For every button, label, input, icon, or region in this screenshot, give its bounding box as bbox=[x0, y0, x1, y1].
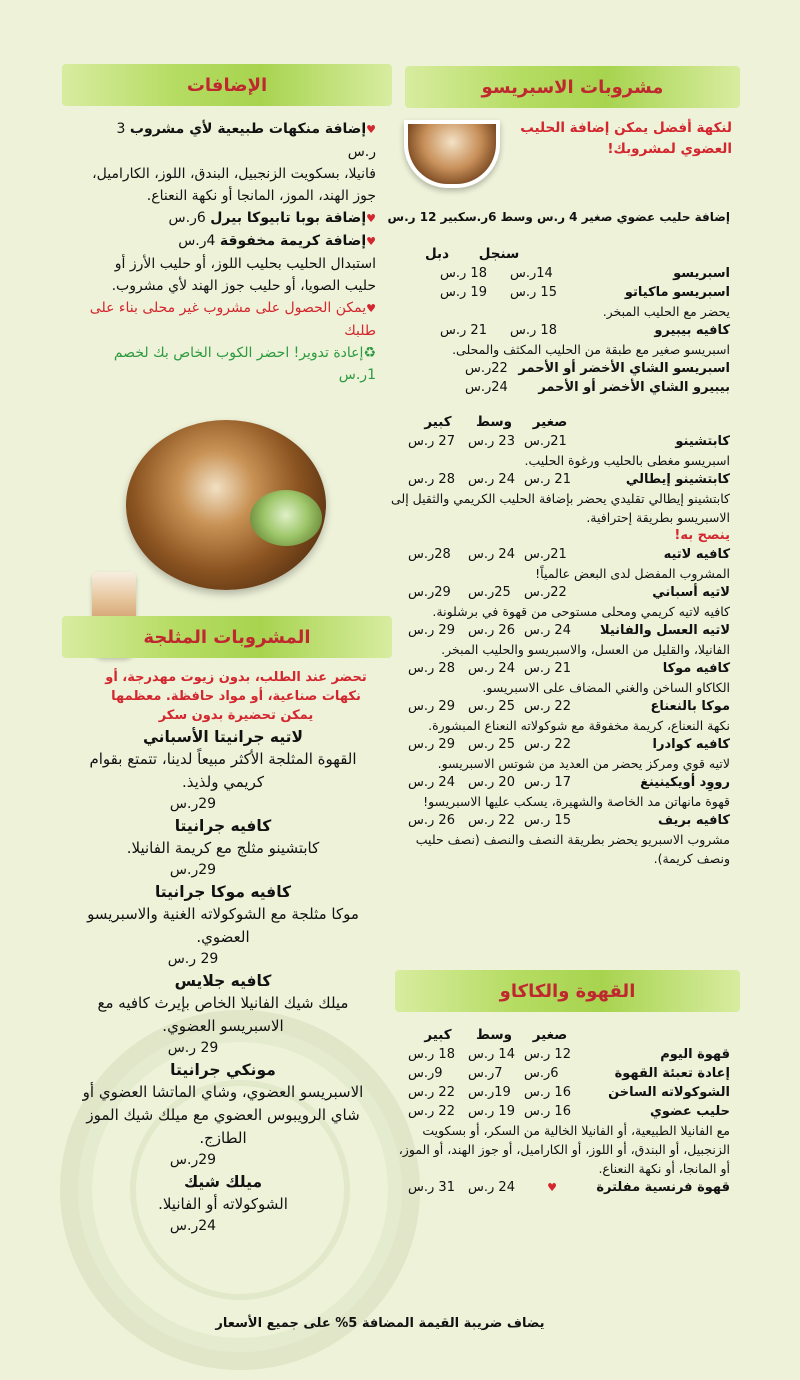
item-price-single: 14ر.س bbox=[510, 266, 553, 281]
menu-item bbox=[390, 1045, 730, 1064]
item-price-single: 15 ر.س bbox=[510, 285, 557, 300]
item-name: قهوة اليوم bbox=[660, 1047, 730, 1062]
heart-icon: ♥ bbox=[366, 123, 376, 136]
recommended-note: ينصح به! bbox=[674, 528, 730, 543]
item-name: اسبريسو الشاي الأخضر أو الأحمر bbox=[518, 361, 730, 376]
iced-item-desc: ميلك شيك الفانيلا الخاص بإيرث كافيه مع الاسبريسو العضوي. bbox=[97, 994, 349, 1035]
item-name: قهوة فرنسية مفلترة bbox=[596, 1180, 730, 1195]
organic-milk-line: إضافة حليب عضوي صغير 4 ر.س وسط 6ر.سكبير 12 ر.س bbox=[387, 210, 730, 224]
coffee-header bbox=[395, 970, 740, 1012]
price-medium: 25ر.س bbox=[468, 585, 511, 600]
col-small: صغير bbox=[532, 414, 568, 430]
item-desc: الفانيلا، والقليل من العسل، والاسبريسو والحليب المبخر. bbox=[441, 642, 730, 657]
milk-col-headers bbox=[410, 412, 578, 432]
price-small: 22 ر.س bbox=[524, 699, 571, 714]
item-name: لاتيه العسل والفانيلا bbox=[599, 623, 730, 638]
price-small: 17 ر.س bbox=[524, 775, 571, 790]
iced-item-price: 29ر.س bbox=[169, 1152, 217, 1168]
item-name: موكا بالنعناع bbox=[650, 699, 730, 714]
item-desc: نكهة النعناع، كريمة مخفوقة مع شوكولاته النعناع المبشورة. bbox=[428, 718, 730, 733]
espresso-header bbox=[405, 66, 740, 108]
price-large: 22 ر.س bbox=[408, 1085, 455, 1100]
price-large: 24 ر.س bbox=[408, 775, 455, 790]
non-dairy-text: يمكن الحصول على مشروب غير محلى بناء على طلبك bbox=[89, 300, 376, 339]
item-desc: الكاكاو الساخن والغني المضاف على الاسبريسو. bbox=[482, 680, 730, 695]
price-large: 28 ر.س bbox=[408, 472, 455, 487]
menu-item bbox=[390, 621, 730, 640]
iced-item-price: 29 ر.س bbox=[167, 951, 219, 967]
price-medium: 20 ر.س bbox=[468, 775, 515, 790]
menu-item bbox=[390, 283, 730, 302]
item-name: كافيه بريف bbox=[657, 813, 730, 828]
espresso-col-headers bbox=[406, 244, 530, 264]
addon-label: إضافة بوبا تابيوكا بيرل bbox=[210, 210, 367, 226]
item-desc: مع الفانيلا الطبيعية، أو الفانيلا الخالية من السكر، أو بسكويت الزنجبيل، أو البندق، أو اللوز، أو الكاراميل، أو جوز الهند، أو الموز، أو المانجا، أو نكهة النعناع. bbox=[398, 1123, 730, 1176]
iced-item-name: لاتيه جرانيتا الأسباني bbox=[142, 728, 304, 746]
col-single: سنجل bbox=[478, 246, 520, 262]
price-small: 21ر.س bbox=[524, 547, 567, 562]
addon-item bbox=[84, 207, 376, 230]
price-medium: 14 ر.س bbox=[468, 1047, 515, 1062]
item-desc: كابتشينو إيطالي تقليدي يحضر بإضافة الحليب الكريمي والثقيل إلى الاسبريسو بطريقة إحترافية. bbox=[390, 491, 730, 525]
addons-list bbox=[84, 118, 376, 386]
item-desc: كافيه لاتيه كريمي ومحلى مستوحى من قهوة في برشلونة. bbox=[432, 604, 730, 619]
price-large: 31 ر.س bbox=[408, 1180, 455, 1195]
menu-item bbox=[390, 773, 730, 792]
menu-item bbox=[390, 811, 730, 830]
espresso-promo: لنكهة أفضل يمكن إضافة الحليب العضوي لمشروبك! bbox=[520, 120, 732, 157]
col-double: دبل bbox=[424, 246, 450, 262]
vat-footer: يضاف ضريبة القيمة المضافة 5% على جميع الأسعار bbox=[215, 1316, 545, 1331]
item-desc: يحضر مع الحليب المبخر. bbox=[602, 304, 730, 319]
item-name: رووِد أويكينينغ bbox=[640, 775, 730, 790]
heart-icon: ♥ bbox=[366, 212, 376, 225]
addon-price: 3 ر.س bbox=[116, 121, 376, 160]
price-small: 24 ر.س bbox=[524, 623, 571, 638]
col-medium: وسط bbox=[475, 414, 513, 430]
iced-item-name: كافيه جلايس bbox=[174, 972, 272, 990]
menu-item bbox=[390, 697, 730, 716]
addons-header bbox=[62, 64, 392, 106]
menu-item bbox=[390, 432, 730, 451]
addon-label: إضافة كريمة مخفوقة bbox=[219, 233, 367, 249]
iced-note: تحضر عند الطلب، بدون زيوت مهدرجة، أو نكهات صناعية، أو مواد حافظة. معظمها يمكن تحضيرة بدون سكر bbox=[105, 670, 367, 723]
milk-drinks-list bbox=[390, 432, 730, 868]
price-large: 29 ر.س bbox=[408, 699, 455, 714]
item-price: 24ر.س bbox=[465, 380, 508, 395]
price-small: 16 ر.س bbox=[524, 1085, 571, 1100]
latte-cup-image bbox=[404, 120, 500, 188]
item-name: كابتشينو إيطالي bbox=[625, 472, 730, 487]
price-small: 21ر.س bbox=[524, 434, 567, 449]
menu-item bbox=[390, 321, 730, 340]
iced-item-name: كافيه جرانيتا bbox=[174, 817, 272, 835]
item-name: إعادة تعبئة القهوة bbox=[614, 1066, 730, 1081]
menu-item bbox=[390, 1083, 730, 1102]
iced-item-name: ميلك شيك bbox=[183, 1173, 263, 1191]
price-medium: 19 ر.س bbox=[468, 1104, 515, 1119]
menu-item bbox=[390, 470, 730, 489]
price-small: 16 ر.س bbox=[524, 1104, 571, 1119]
price-medium: 26 ر.س bbox=[468, 623, 515, 638]
price-medium: 24 ر.س bbox=[468, 661, 515, 676]
item-name: كابتشينو bbox=[675, 434, 730, 449]
price-small: 21 ر.س bbox=[524, 661, 571, 676]
coffee-list bbox=[390, 1045, 730, 1197]
price-medium: 23 ر.س bbox=[468, 434, 515, 449]
addon-price: 6ر.س bbox=[168, 210, 206, 226]
item-price-double: 18 ر.س bbox=[440, 266, 487, 281]
recycle-price: 1ر.س bbox=[338, 367, 376, 383]
item-price-double: 21 ر.س bbox=[440, 323, 487, 338]
item-name: كافيه كوادرا bbox=[652, 737, 730, 752]
item-desc: المشروب المفضل لدى البعض عالمياً! bbox=[535, 566, 730, 581]
price-large: 29 ر.س bbox=[408, 623, 455, 638]
iced-header bbox=[62, 616, 392, 658]
item-name: كافيه بيبيرو bbox=[654, 323, 730, 338]
menu-item bbox=[390, 378, 730, 397]
item-desc: لاتيه قوي ومركز يحضر من العديد من شوتس الاسبريسو. bbox=[437, 756, 730, 771]
espresso-list bbox=[390, 264, 730, 397]
price-large: 28ر.س bbox=[408, 547, 451, 562]
iced-item-price: 29ر.س bbox=[169, 862, 217, 878]
addon-price: 4ر.س bbox=[178, 233, 216, 249]
col-small: صغير bbox=[532, 1027, 568, 1043]
heart-icon: ♥ bbox=[366, 235, 376, 248]
col-large: كبير bbox=[424, 414, 452, 430]
item-name: كافيه لاتيه bbox=[663, 547, 730, 562]
col-large: كبير bbox=[424, 1027, 452, 1043]
price-medium: 19ر.س bbox=[468, 1085, 511, 1100]
item-name: اسبريسو bbox=[673, 266, 730, 281]
addon-item bbox=[84, 118, 376, 163]
item-name: لاتيه أسباني bbox=[652, 585, 730, 600]
item-price: 22ر.س bbox=[465, 361, 508, 376]
price-medium: 22 ر.س bbox=[468, 813, 515, 828]
menu-item bbox=[390, 1102, 730, 1121]
item-name: كافيه موكا bbox=[662, 661, 730, 676]
price-large: 29ر.س bbox=[408, 585, 451, 600]
menu-item bbox=[390, 545, 730, 564]
iced-item-name: مونكي جرانيتا bbox=[170, 1061, 276, 1079]
addons-title: الإضافات bbox=[186, 74, 268, 96]
price-small: 12 ر.س bbox=[524, 1047, 571, 1062]
price-large: 9ر.س bbox=[408, 1066, 443, 1081]
iced-list bbox=[78, 726, 368, 1237]
price-large: 29 ر.س bbox=[408, 737, 455, 752]
iced-item-desc: كابتشينو مثلج مع كريمة الفانيلا. bbox=[126, 839, 320, 857]
menu-item bbox=[390, 735, 730, 754]
price-small: 22 ر.س bbox=[524, 737, 571, 752]
price-medium: 25 ر.س bbox=[468, 699, 515, 714]
espresso-title: مشروبات الاسبريسو bbox=[481, 76, 664, 98]
matcha-cup-image bbox=[250, 490, 322, 546]
addon-label: إضافة منكهات طبيعية لأي مشروب bbox=[129, 121, 367, 137]
price-medium: 7ر.س bbox=[468, 1066, 503, 1081]
price-small: 21 ر.س bbox=[524, 472, 571, 487]
coffee-col-headers bbox=[410, 1025, 578, 1045]
price-large: 18 ر.س bbox=[408, 1047, 455, 1062]
menu-item bbox=[390, 359, 730, 378]
iced-item-desc: الشوكولاته أو الفانيلا. bbox=[158, 1195, 288, 1213]
price-small: 15 ر.س bbox=[524, 813, 571, 828]
iced-item-price: 29ر.س bbox=[169, 796, 217, 812]
price-medium: 24 ر.س bbox=[468, 547, 515, 562]
iced-item-desc: الاسبريسو العضوي، وشاي الماتشا العضوي أو شاي الرويبوس العضوي مع ميلك شيك الموز الطازج. bbox=[82, 1083, 364, 1147]
price-small: 6ر.س bbox=[524, 1066, 559, 1081]
recycle-text: إعادة تدوير! احضر الكوب الخاص بك لخصم bbox=[113, 345, 364, 361]
iced-item-desc: القهوة المثلجة الأكثر مبيعاً لدينا، تتمتع بقوام كريمي ولذيذ. bbox=[89, 750, 357, 791]
coffee-title: القهوة والكاكاو bbox=[499, 980, 636, 1002]
menu-item bbox=[390, 659, 730, 678]
item-name: الشوكولاته الساخن bbox=[608, 1085, 730, 1100]
price-large: 26 ر.س bbox=[408, 813, 455, 828]
iced-title: المشروبات المثلجة bbox=[143, 626, 311, 648]
iced-item-price: 29 ر.س bbox=[167, 1040, 219, 1056]
iced-item-price: 24ر.س bbox=[169, 1218, 217, 1234]
menu-item bbox=[390, 1064, 730, 1083]
item-desc: اسبريسو مغطى بالحليب ورغوة الحليب. bbox=[524, 453, 730, 468]
menu-item bbox=[390, 264, 730, 283]
price-medium: 24 ر.س bbox=[468, 1180, 515, 1195]
price-medium: 25 ر.س bbox=[468, 737, 515, 752]
addon-item bbox=[84, 230, 376, 253]
addon-desc: فانيلا، بسكويت الزنجبيل، البندق، اللوز، الكاراميل، جوز الهند، الموز، المانجا أو نكهة النعناع. bbox=[92, 166, 376, 204]
recycle-note bbox=[84, 342, 376, 386]
col-medium: وسط bbox=[475, 1027, 513, 1043]
price-large: 22 ر.س bbox=[408, 1104, 455, 1119]
item-name: بيبيرو الشاي الأخضر أو الأحمر bbox=[538, 380, 730, 395]
price-medium: 24 ر.س bbox=[468, 472, 515, 487]
addon-desc: استبدال الحليب بحليب اللوز، أو حليب الأرز أو حليب الصويا، أو حليب جوز الهند لأي مشروب. bbox=[111, 256, 376, 294]
item-price-single: 18 ر.س bbox=[510, 323, 557, 338]
iced-item-name: كافيه موكا جرانيتا bbox=[154, 883, 292, 901]
item-desc: اسبريسو صغير مع طبقة من الحليب المكثف والمحلى. bbox=[452, 342, 730, 357]
menu-item bbox=[390, 1178, 730, 1197]
iced-item-desc: موكا مثلجة مع الشوكولاته الغنية والاسبريسو العضوي. bbox=[87, 905, 359, 946]
menu-item bbox=[390, 583, 730, 602]
non-dairy-note bbox=[84, 297, 376, 342]
item-desc: قهوة مانهاتن مد الخاصة والشهيرة، يسكب عليها الاسبريسو! bbox=[423, 794, 730, 809]
price-large: 28 ر.س bbox=[408, 661, 455, 676]
recycle-icon: ♻ bbox=[363, 345, 376, 361]
heart-icon: ♥ bbox=[547, 1181, 557, 1194]
item-name: حليب عضوي bbox=[649, 1104, 730, 1119]
item-desc: مشروب الاسبريو يحضر بطريقة النصف والنصف (نصف حليب ونصف كريمة). bbox=[415, 832, 730, 866]
price-small: 22ر.س bbox=[524, 585, 567, 600]
price-large: 27 ر.س bbox=[408, 434, 455, 449]
item-price-double: 19 ر.س bbox=[440, 285, 487, 300]
heart-icon: ♥ bbox=[366, 302, 376, 315]
item-name: اسبريسو ماكياتو bbox=[624, 285, 730, 300]
